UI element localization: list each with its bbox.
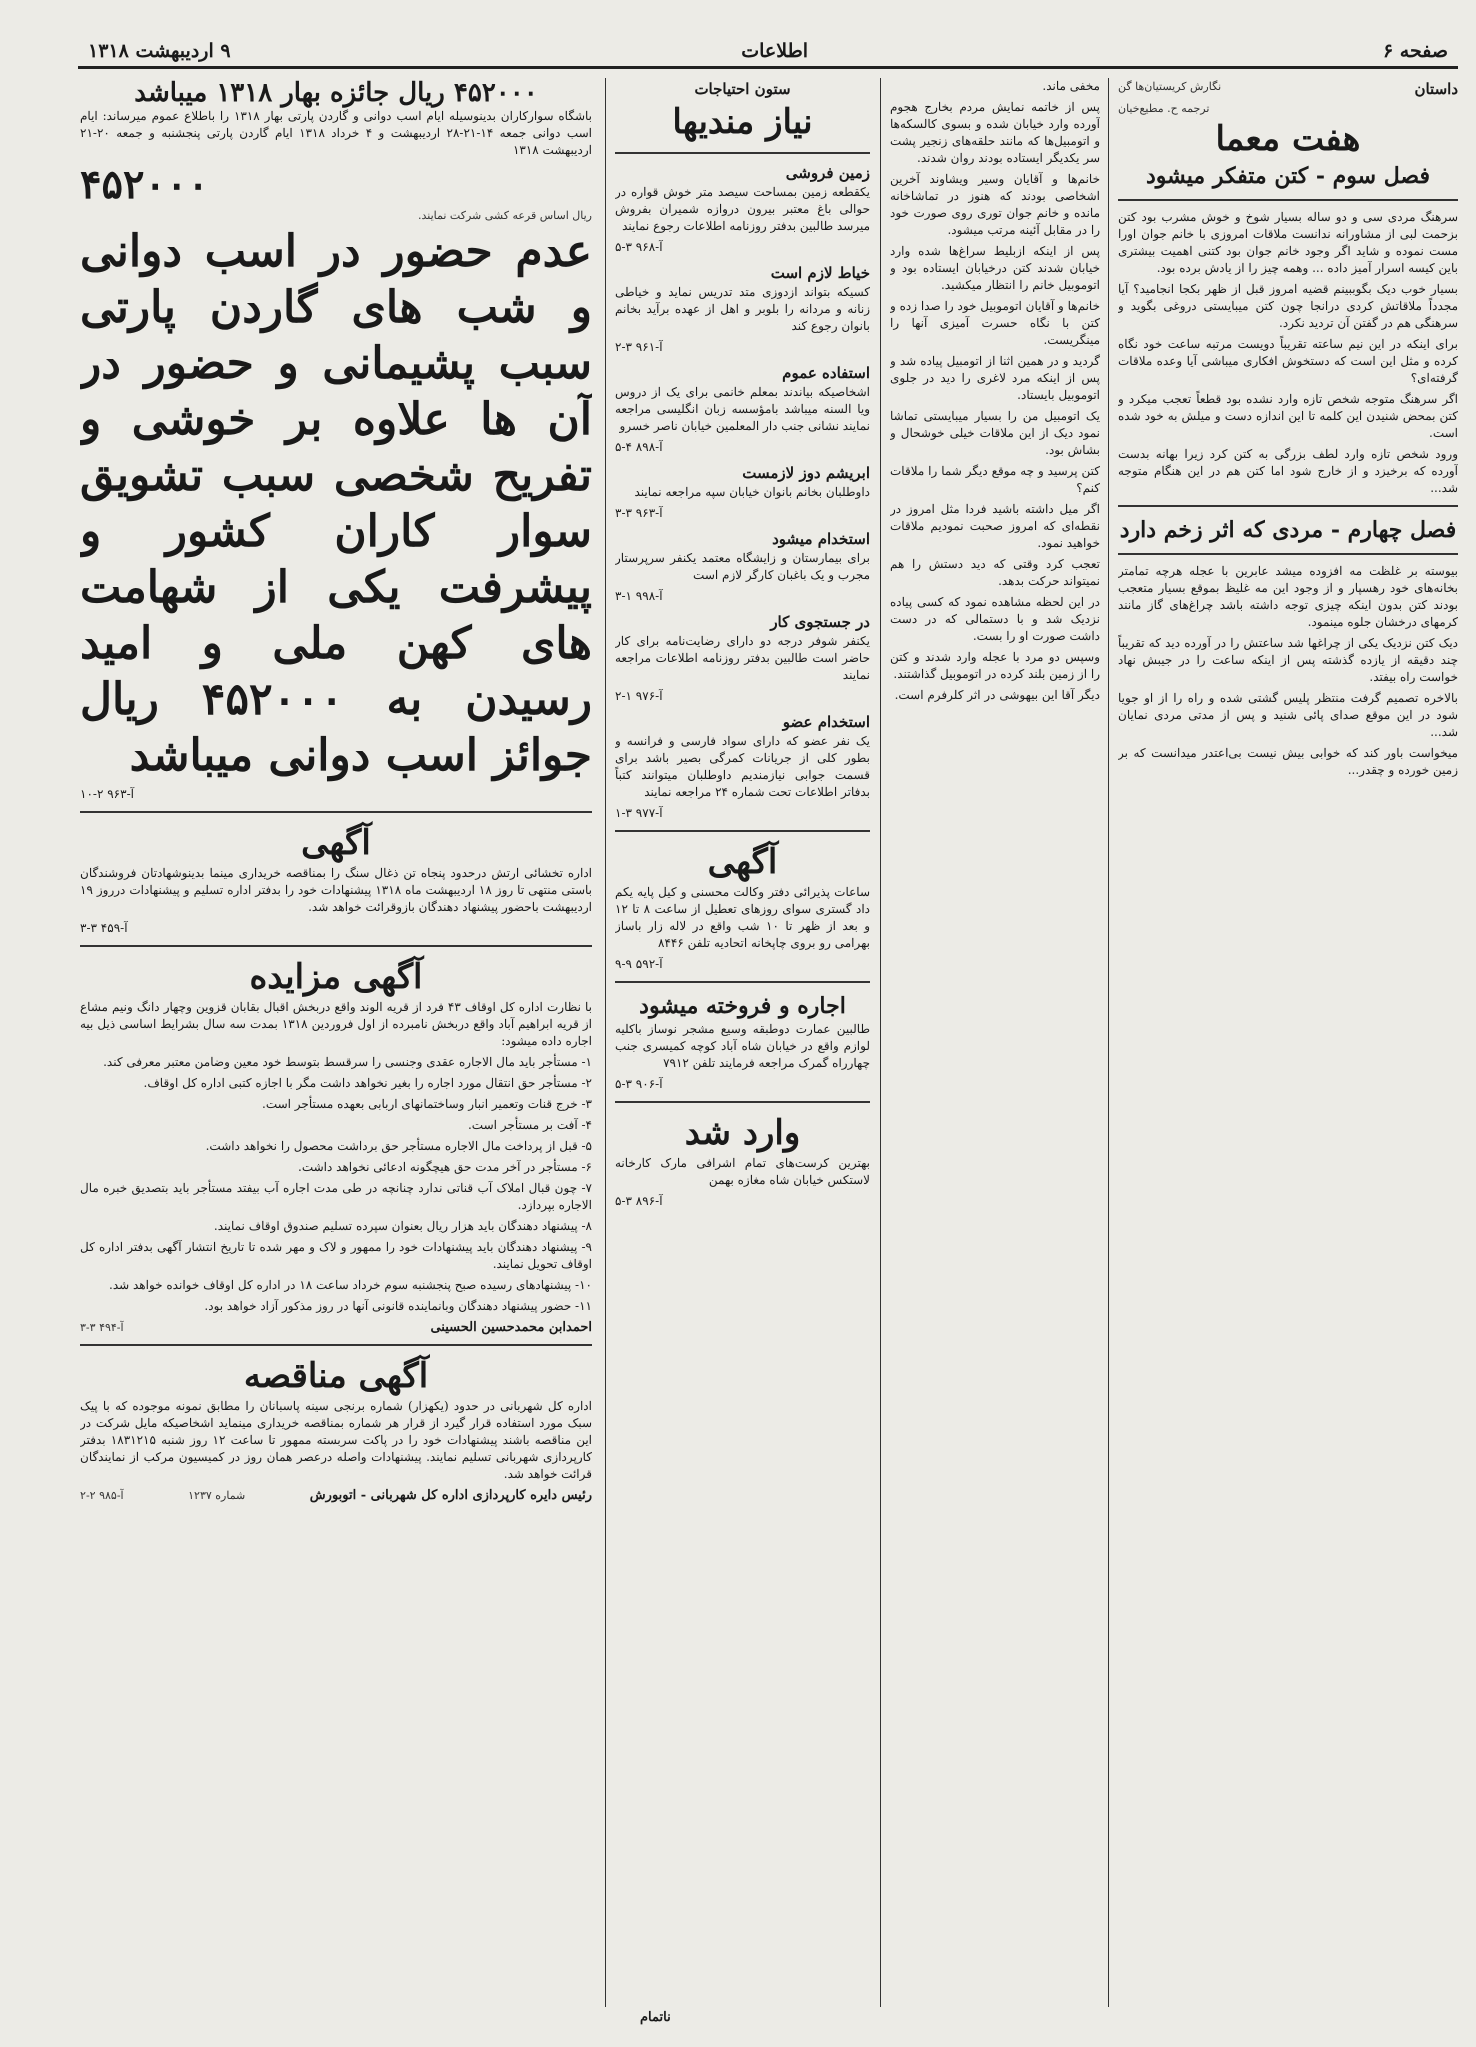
classified-ref: آ-۹۷۷ ۳-۱ <box>615 806 663 820</box>
auction-term: ۱۱- حضور پیشنهاد دهندگان وبانماینده قانونی آنها در روز مذکور آزاد خواهد بود. <box>204 1299 592 1313</box>
classified-title: در جستجوی کار <box>770 613 870 631</box>
classified-ref: آ-۹۶۸ ۳-۵ <box>615 240 663 254</box>
auction-term: ۱- مستأجر باید مال الاجاره عقدی وجنسی را سرقسط بتوسط خود معین وضامن معتبر معرفی کند. <box>103 1055 592 1069</box>
page-number: صفحه ۶ <box>1382 40 1448 62</box>
big-ad-ref: آ-۹۶۳ ۲-۱۰ <box>80 787 134 801</box>
lottery-amount: ۴۵۲۰۰۰ <box>80 161 209 208</box>
story-header <box>1118 78 1458 100</box>
paragraph: برای اینکه در این نیم ساعته تقریباً دویست مرتبه ساعت خود نگاه کرده و مثل این است که دستخوش افکاری میباشی آیا وعده ملاقات گرفته‌ای؟ <box>1118 337 1458 385</box>
story-byline: نگارش کریستیان‌ها گن <box>1118 80 1222 93</box>
lottery-sub: ریال اساس قرعه کشی شرکت نمایند. <box>417 209 592 222</box>
divider <box>1118 199 1458 201</box>
classified-text: داوطلبان بخانم بانوان خیابان سپه مراجعه نمایند <box>634 485 870 499</box>
column-rule <box>1108 78 1109 2007</box>
auction-term: ۱۰- پیشنهادهای رسیده صبح پنجشنبه سوم خرداد ساعت ۱۸ در اداره کل اوقاف خوانده خواهد شد. <box>109 1278 592 1292</box>
classified-title: استخدام میشود <box>772 530 870 548</box>
paper-name: اطلاعات <box>741 40 808 62</box>
column-rule <box>605 78 606 2007</box>
classified-ref: آ-۹۷۶ ۱-۲ <box>615 689 663 703</box>
paragraph: بسیار خوب دیک بگوببینم قضیه امروز قبل از ظهر بکجا انجامید؟ آیا مجدداً ملاقاتش کردی درانجا چون کتن میبایستی دروغی بگوید و سرهنگی هم در گفتن آن تردید نکرد. <box>1118 282 1458 330</box>
notice-title: آگهی <box>707 842 778 882</box>
story-translator: ترجمه ح. مطیع‌خیان <box>1118 102 1210 115</box>
classified-item <box>615 528 870 605</box>
classifieds-column <box>615 78 870 2007</box>
paragraph: پس از اینکه ازبلیط سراغ‌ها شده وارد خیابان شدند کتن درخیابان ایستاده بود و اتوموبیل خانم را انتظار میکشید. <box>890 244 1100 292</box>
auction-term: ۵- قبل از پرداخت مال الاجاره مستأجر حق برداشت محصول را نخواهد داشت. <box>205 1139 592 1153</box>
divider <box>80 1344 592 1346</box>
classified-title: استفاده عموم <box>782 364 870 382</box>
rent-text: طالبین عمارت دوطبقه وسیع مشجر نوساز باکلیه لوازم واقع در خیابان شاه آباد کوچه کمیسری جنب چهارراه گمرک مراجعه فرمایند تلفن ۷۹۱۲ <box>615 1022 870 1070</box>
rent-title: اجاره و فروخته میشود <box>639 993 846 1019</box>
classified-ref: آ-۹۶۱ ۳-۲ <box>615 340 663 354</box>
classified-item <box>615 162 870 256</box>
classified-text: یک نفر عضو که دارای سواد فارسی و فرانسه و بطور کلی از جریانات کمرگی بصیر باشد برای قسمت جوابی نیازمندیم داوطلبان میتوانند کتباً بدفاتر اطلاعات تحت شماره ۲۴ مراجعه نمایند <box>615 734 870 799</box>
paragraph: تعجب کرد وقتی که دید دستش را هم نمیتواند حرکت بدهد. <box>890 557 1100 588</box>
classified-item <box>615 611 870 705</box>
divider <box>615 830 870 832</box>
notice1-title: آگهی <box>301 823 371 863</box>
ads-column <box>80 78 592 2007</box>
paragraph: میخواست باور کند که خوابی بیش نیست بی‌اعتدر میدانست که بر زمین خورده و چقدر... <box>1118 746 1458 777</box>
chapter4-title: فصل چهارم - مردی که اثر زخم دارد <box>1119 517 1457 543</box>
paragraph: در این لحظه مشاهده نمود که کسی پیاده نزدیک شد و با دستمالی که در دست داشت صورت او را بست. <box>890 595 1100 643</box>
arrived-title: وارد شد <box>684 1113 801 1153</box>
auction-footer <box>80 1319 592 1336</box>
tender-signature: رئیس دایره کارپردازی اداره کل شهربانی - اتوبورش <box>309 1488 592 1503</box>
classified-item <box>615 362 870 456</box>
arrived-text: بهترین کرست‌های تمام اشرافی مارک کارخانه لاستکس خیابان شاه مغازه بهمن <box>615 1156 870 1187</box>
paragraph: خانم‌ها و آقایان وسیر ویشاوند آخرین اشخاصی بودند که هنوز در تماشاخانه مانده و خانم جوان توری روی صورت خود را در مقابل آئینه مرتب میشود. <box>890 172 1100 237</box>
auction-term: ۳- خرج قنات وتعمیر انبار وساختمانهای اربابی بعهده مستأجر است. <box>262 1097 592 1111</box>
divider <box>1118 505 1458 507</box>
big-ad-text: عدم حضور در اسب دوانی و شب های گاردن پارتی سبب پشیمانی و حضور در آن ها علاوه بر خوشی و تفریح شخصی سبب تشویق سوار کاران کشور و پیشرفت یکی از شهامت های کهن ملی و امید رسیدن به ۴۵۲۰۰۰ ریال جوائز اسب دوانی میباشد <box>80 226 592 781</box>
paragraph: کتن پرسید و چه موقع دیگر شما را ملاقات کنم؟ <box>890 464 1100 495</box>
classified-ref: آ-۸۹۸ ۴-۵ <box>615 440 663 454</box>
classified-item <box>615 262 870 356</box>
classified-title: ابریشم دوز لازمست <box>742 464 870 482</box>
notice-ref: آ-۵۹۲ ۹-۹ <box>615 957 663 971</box>
paragraph: خانم‌ها و آقایان اتوموبیل خود را صدا زده و کتن با نگاه حسرت آمیزی آنها را مینگریست. <box>890 299 1100 347</box>
story-column <box>1118 78 1458 2007</box>
column-rule <box>880 78 881 2007</box>
lottery-title: ۴۵۲۰۰۰ ریال جائزه بهار ۱۳۱۸ میباشد <box>134 78 538 108</box>
classified-text: کسیکه بتواند ازدوزی متد تدریس نماید و خیاطی زنانه و مردانه را بلوبر و اهل از عهده برآید بخانم بانوان رجوع کند <box>615 285 870 333</box>
lottery-text: باشگاه سوارکاران بدینوسیله ایام اسب دوانی و گاردن پارتی بهار ۱۳۱۸ را باطلاع عموم میرساند: ایام اسب دوانی جمعه ۱۴-۲۱-۲۸ اردیبهشت و ۴ خرداد ۱۳۱۸ ایام گاردن پارتی پنجشنبه و جمعه ۲۰-۲۱ اردیبهشت ۱۳۱۸ <box>80 109 592 157</box>
classifieds-headline: نیاز مندیها <box>672 102 813 142</box>
auction-ref: آ-۴۹۴ ۳-۳ <box>80 1321 124 1334</box>
story-continuation-column <box>890 78 1100 2007</box>
paragraph: اگر سرهنگ متوجه شخص تازه وارد نشده بود قطعاً تعجب میکرد و کتن بمحض شنیدن این کلمه تا این اندازه دست و میلش به خود شده است. <box>1118 392 1458 440</box>
divider <box>80 811 592 813</box>
classified-text: اشخاصیکه بیاندند بمعلم خانمی برای یک از دروس ویا السنه میباشد بامؤسسه زبان انگلیسی مراجعه نمایند نشانی جنب دار المعلمین خیابان ناصر خسرو <box>615 385 870 433</box>
masthead <box>78 38 1458 69</box>
notice1-text: اداره تخشائی ارتش درحدود پنجاه تن ذغال سنگ را بمناقصه خریداری مینما بدینوشهادتان فروشندگان باستی منتهی تا روز ۱۸ اردیبهشت ماه ۱۳۱۸ پیشنهادات خود را بدفتر اداره تسلیم و پیشنهادات درروز ۱۹ اردیبهشت باحضور پیشنهاد دهندگان بازوقرائت خواهد شد. <box>80 866 592 914</box>
divider <box>615 1101 870 1103</box>
paragraph: مخفی ماند. <box>1042 79 1100 93</box>
divider <box>615 152 870 154</box>
chapter3-title: فصل سوم - کتن متفکر میشود <box>1145 163 1430 189</box>
auction-term: ۹- پیشنهاد دهندگان باید پیشنهادات خود را ممهور و لاک و مهر شده تا تاریخ انتشار آگهی بدفتر اداره کل اوقاف تحویل نمایند. <box>80 1240 592 1271</box>
divider <box>1118 553 1458 555</box>
auction-term: ۶- مستأجر در آخر مدت حق هیچگونه ادعائی نخواهد داشت. <box>298 1160 592 1174</box>
tender-number: شماره ۱۲۳۷ <box>188 1489 246 1502</box>
continued-label: ناتمام <box>640 2010 671 2025</box>
classified-item <box>615 462 870 522</box>
classified-title: زمین فروشی <box>785 164 870 182</box>
auction-signature: احمدابن محمدحسین الحسینی <box>430 1320 592 1335</box>
paragraph: پس از خاتمه نمایش مردم بخارج هجوم آورده وارد خیابان شده و بسوی کالسکه‌ها و اتومبیل‌ها که مانند حلقه‌های زنجیر پشت سر یکدیگر ایستاده بودند روان شدند. <box>890 100 1100 165</box>
paragraph: دیک کتن نزدیک یکی از چراغها شد ساعتش را در آورده دید که تقریباً چند دقیقه از یازده گذشته پس از اینکه ساعت را در جیبش نهاد خواست راه بیفتد. <box>1118 636 1458 684</box>
paragraph: یک اتومبیل من را بسیار میبایستی تماشا نمود دیک از این ملاقات خیلی خوشحال و بشاش بود. <box>890 409 1100 457</box>
issue-date: ۹ اردیبهشت ۱۳۱۸ <box>88 40 231 62</box>
notice-text: ساعات پذیرائی دفتر وکالت محسنی و کیل پایه یکم داد گستری سوای روزهای تعطیل از ساعت ۸ تا ۱۲ و بعد از ظهر تا ۱۰ شب واقع در لاله زار باساز بهرامی رو بروی چاپخانه اتحادیه تلفن ۸۴۴۶ <box>615 885 870 950</box>
paragraph: بالاخره تصمیم گرفت منتظر پلیس گشتی شده و راه را از او جویا شود در این موقع صدای پائی شنید و پس از مدتی مردی نمایان شد... <box>1118 691 1458 739</box>
classified-text: برای بیمارستان و زایشگاه معتمد یکنفر سرپرستار مجرب و یک باغبان کارگر لازم است <box>615 551 870 582</box>
paragraph: ورود شخص تازه وارد لطف بزرگی به کتن کرد زیرا بهانه بدست آورده که برخیزد و از خارج شود اما کتن هم در این هنگام متوجه شد... <box>1118 447 1458 495</box>
paragraph: دیگر آقا این بیهوشی در اثر کلرفرم است. <box>894 688 1100 702</box>
paragraph: گردید و در همین اثنا از اتومبیل پیاده شد و پس از اینکه مرد لاغری را دید در جلوی اتوموبیل بایستاد. <box>890 354 1100 402</box>
tender-footer <box>80 1487 592 1504</box>
paragraph: وسپس دو مرد با عجله وارد شدند و کتن را از زمین بلند کرده در اتوموبیل گذاشتند. <box>890 650 1100 681</box>
paragraph: بیوسته بر غلظت مه افزوده میشد عابرین با عجله هرچه تمامتر بخانه‌های خود رهسپار و از وجود این مه غلیظ بموقع بسیار متعجب بودند کتن بدون اینکه چیزی توجه داشته باشد چراغ‌های گاز مانند کرمهای درخشان جلوه مینمود. <box>1118 564 1458 629</box>
section-label: داستان <box>1414 80 1458 98</box>
classified-text: یکنفر شوفر درجه دو دارای رضایت‌نامه برای کار حاضر است طالبین بدفتر روزنامه اطلاعات مراجعه نمایند <box>615 634 870 682</box>
classified-ref: آ-۹۹۸ ۱-۳ <box>615 589 663 603</box>
classified-ref: آ-۹۶۳ ۳-۳ <box>615 506 663 520</box>
divider <box>615 981 870 983</box>
classified-item <box>615 711 870 822</box>
classified-title: استخدام عضو <box>782 713 870 731</box>
tender-title: آگهی مناقصه <box>243 1356 429 1396</box>
auction-term: ۲- مستأجر حق انتقال مورد اجاره را بغیر نخواهد داشت مگر با اجازه کتبی اداره کل اوقاف. <box>143 1076 592 1090</box>
rent-ref: آ-۹۰۶ ۳-۵ <box>615 1077 663 1091</box>
classifieds-column-title: ستون احتیاجات <box>694 80 791 98</box>
divider <box>80 945 592 947</box>
paragraph: سرهنگ مردی سی و دو ساله بسیار شوخ و خوش مشرب بود کتن بزحمت لبی از مشاورانه ندانست ملاقات امروزی با خانم جوان اورا مست نموده و شاید اگر وجود خانم جوان بود کتنی اهمیت بیشتری باین کیسه اسرار آمیز داده ... وهمه چیز را از یادش برده بود. <box>1118 210 1458 275</box>
auction-text: با نظارت اداره کل اوقاف ۴۳ فرد از قریه الوند واقع دربخش اقبال بقابان قزوین وچهار دانگ ونیم مشاع از قریه ابراهیم آباد واقع دربخش نامبرده از اول فروردین ۱۳۱۸ بمدت سه سال بشرایط اساسی ذیل بیه اجاره داده میشود: <box>80 1000 592 1048</box>
auction-term: ۴- آفت بر مستأجر است. <box>467 1118 592 1132</box>
story-title: هفت معما <box>1215 119 1361 159</box>
classified-text: یکقطعه زمین بمساحت سیصد متر خوش قواره در حوالی باغ معتبر بیرون دروازه شمیران بفروش میرسد طالبین بدفتر روزنامه اطلاعات رجوع نمایند <box>615 185 870 233</box>
tender-ref: آ-۹۸۵ ۲-۲ <box>80 1489 124 1502</box>
auction-term: ۷- چون قبال املاک آب قناتی ندارد چنانچه در طی مدت اجاره آب بیفتد مستأجر باید بتصدیق خبره مال الاجاره بپردازد. <box>80 1181 592 1212</box>
paragraph: اگر میل داشته باشید فردا مثل امروز در نقطه‌ای که امروز صحبت نمودیم ملاقات خواهید نمود. <box>890 502 1100 550</box>
classified-title: خیاط لازم است <box>770 264 870 282</box>
arrived-ref: آ-۸۹۶ ۳-۵ <box>615 1194 663 1208</box>
tender-text: اداره کل شهربانی در حدود (یکهزار) شماره برنجی سینه پاسبانان را مطابق نمونه موجوده که با پیک سبک مورد استفاده قرار گیرد از قرار هر شماره بمناقصه خریداری مینماید اشخاصیکه مایل شرکت در این مناقصه باشند پیشنهادات خود را در پاکت سربسته ممهور تا ساعت ۱۲ روز شنبه ۱۸۳۱۲۱۵ بدفتر کارپردازی شهربانی تسلیم نمایند. پیشنهادات واصله درعصر همان روز در کمیسیون مرکب از نمایندگان قرائت خواهد شد. <box>80 1399 592 1481</box>
auction-title: آگهی مزایده <box>249 957 423 997</box>
auction-term: ۸- پیشنهاد دهندگان باید هزار ریال بعنوان سپرده تسلیم صندوق اوقاف نمایند. <box>213 1219 592 1233</box>
notice1-ref: آ-۴۵۹ ۳-۳ <box>80 921 128 935</box>
